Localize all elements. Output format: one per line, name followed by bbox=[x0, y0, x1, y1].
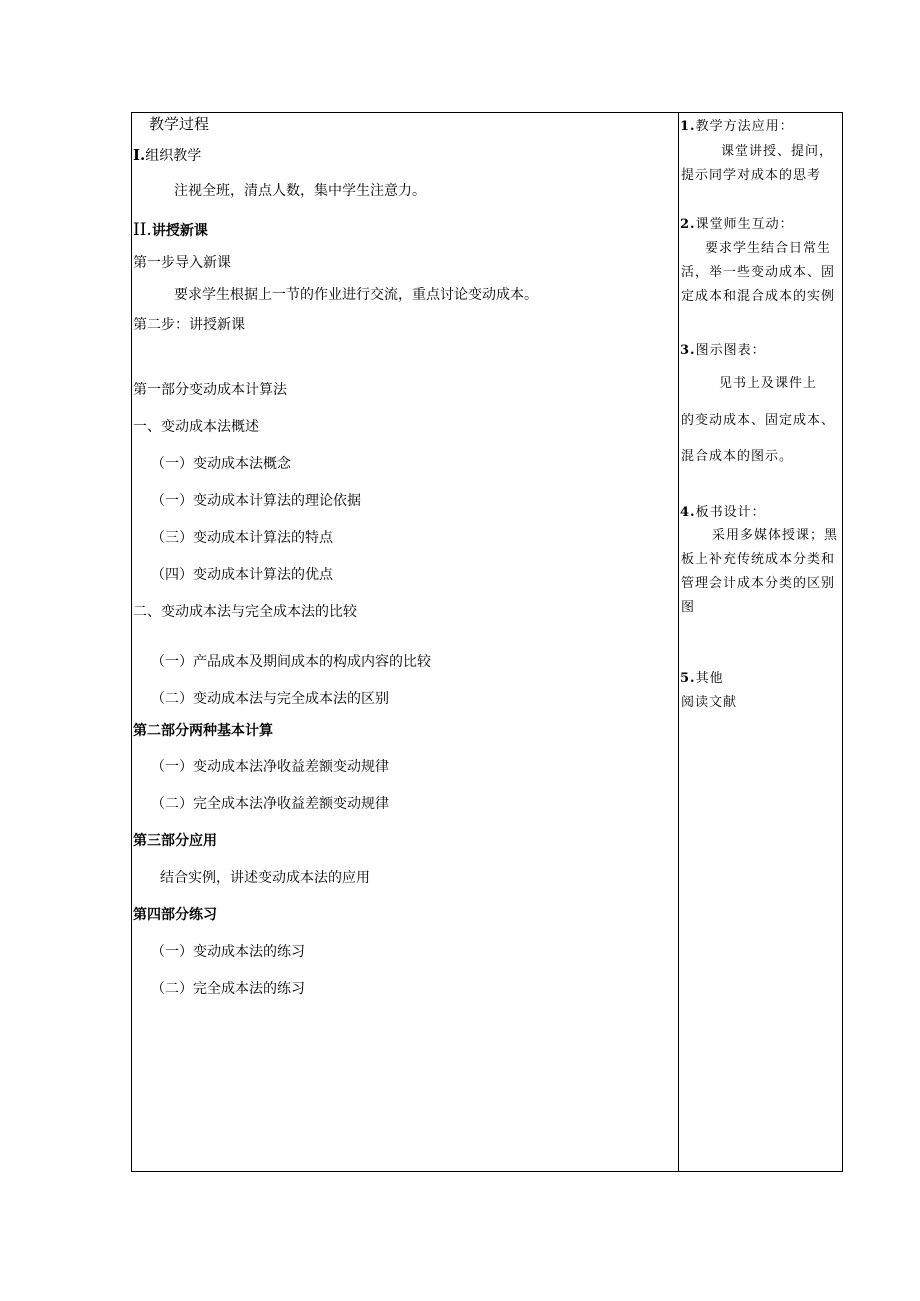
section-2-label: 讲授新课 bbox=[151, 223, 208, 239]
section-1-title bbox=[133, 146, 201, 165]
column-divider bbox=[678, 113, 679, 1171]
note-4-label: 板书设计： bbox=[695, 505, 766, 520]
note-1-number: 1. bbox=[680, 119, 696, 134]
note-2-line-2: 活，举一些变动成本、固 bbox=[681, 265, 836, 280]
section-1-number: I. bbox=[133, 146, 146, 164]
section-2-number: II. bbox=[133, 220, 152, 240]
note-3-label: 图示图表： bbox=[695, 343, 766, 358]
note-1-line-1: 课堂讲授、提问， bbox=[721, 144, 834, 159]
note-3-line-1: 见书上及课件上 bbox=[719, 376, 818, 391]
part-1-item-a2: （一）变动成本计算法的理论依据 bbox=[151, 493, 361, 509]
part-3-title: 第三部分应用 bbox=[133, 833, 217, 849]
part-3-text: 结合实例，讲述变动成本法的应用 bbox=[160, 870, 370, 886]
note-5-label: 其他 bbox=[695, 671, 724, 686]
part-1-subtitle-a: 一、变动成本法概述 bbox=[133, 419, 259, 435]
part-2-item-1: （一）变动成本法净收益差额变动规律 bbox=[151, 759, 389, 775]
part-1-title: 第一部分变动成本计算法 bbox=[133, 382, 287, 398]
note-1-title bbox=[680, 118, 794, 136]
note-2-title bbox=[680, 216, 794, 234]
part-2-title: 第二部分两种基本计算 bbox=[133, 723, 273, 739]
note-4-line-4: 图 bbox=[681, 600, 696, 615]
part-1-item-b2: （二）变动成本法与完全成本法的区别 bbox=[151, 691, 389, 707]
note-4-line-3: 管理会计成本分类的区别 bbox=[681, 576, 836, 591]
step-2-title: 第二步：讲授新课 bbox=[133, 317, 245, 333]
note-2-label: 课堂师生互动： bbox=[695, 217, 794, 232]
part-1-item-b1: （一）产品成本及期间成本的构成内容的比较 bbox=[151, 654, 431, 670]
part-1-item-a3: （三）变动成本计算法的特点 bbox=[151, 530, 333, 546]
note-3-title bbox=[680, 342, 766, 360]
section-2-title bbox=[133, 221, 208, 240]
part-2-item-2: （二）完全成本法净收益差额变动规律 bbox=[151, 796, 389, 812]
section-heading: 教学过程 bbox=[149, 115, 210, 133]
part-1-subtitle-b: 二、变动成本法与完全成本法的比较 bbox=[133, 604, 357, 620]
note-4-number: 4. bbox=[680, 505, 696, 520]
part-4-item-2: （二）完全成本法的练习 bbox=[151, 981, 305, 997]
section-1-text: 注视全班，清点人数，集中学生注意力。 bbox=[174, 183, 426, 199]
note-5-number: 5. bbox=[680, 671, 696, 686]
step-1-text: 要求学生根据上一节的作业进行交流，重点讨论变动成本。 bbox=[174, 287, 538, 303]
section-1-label: 组织教学 bbox=[145, 148, 202, 164]
note-4-title bbox=[680, 504, 766, 522]
note-3-line-3: 混合成本的图示。 bbox=[681, 449, 794, 464]
note-3-line-2: 的变动成本、固定成本、 bbox=[681, 413, 836, 428]
note-2-line-3: 定成本和混合成本的实例 bbox=[681, 289, 836, 304]
lesson-plan-table bbox=[131, 112, 843, 1172]
note-5-line-1: 阅读文献 bbox=[681, 695, 738, 710]
part-4-item-1: （一）变动成本法的练习 bbox=[151, 944, 305, 960]
note-1-label: 教学方法应用： bbox=[695, 119, 794, 134]
part-4-title: 第四部分练习 bbox=[133, 907, 217, 923]
note-2-line-1: 要求学生结合日常生 bbox=[705, 241, 832, 256]
note-1-line-2: 提示同学对成本的思考 bbox=[681, 168, 822, 183]
note-5-title bbox=[680, 670, 724, 688]
part-1-item-a1: （一）变动成本法概念 bbox=[151, 456, 291, 472]
note-2-number: 2. bbox=[680, 217, 696, 232]
note-4-line-2: 板上补充传统成本分类和 bbox=[681, 552, 836, 567]
note-4-line-1: 采用多媒体授课；黑 bbox=[712, 528, 839, 543]
note-3-number: 3. bbox=[680, 343, 696, 358]
part-1-item-a4: （四）变动成本计算法的优点 bbox=[151, 567, 333, 583]
step-1-title: 第一步导入新课 bbox=[133, 255, 231, 271]
